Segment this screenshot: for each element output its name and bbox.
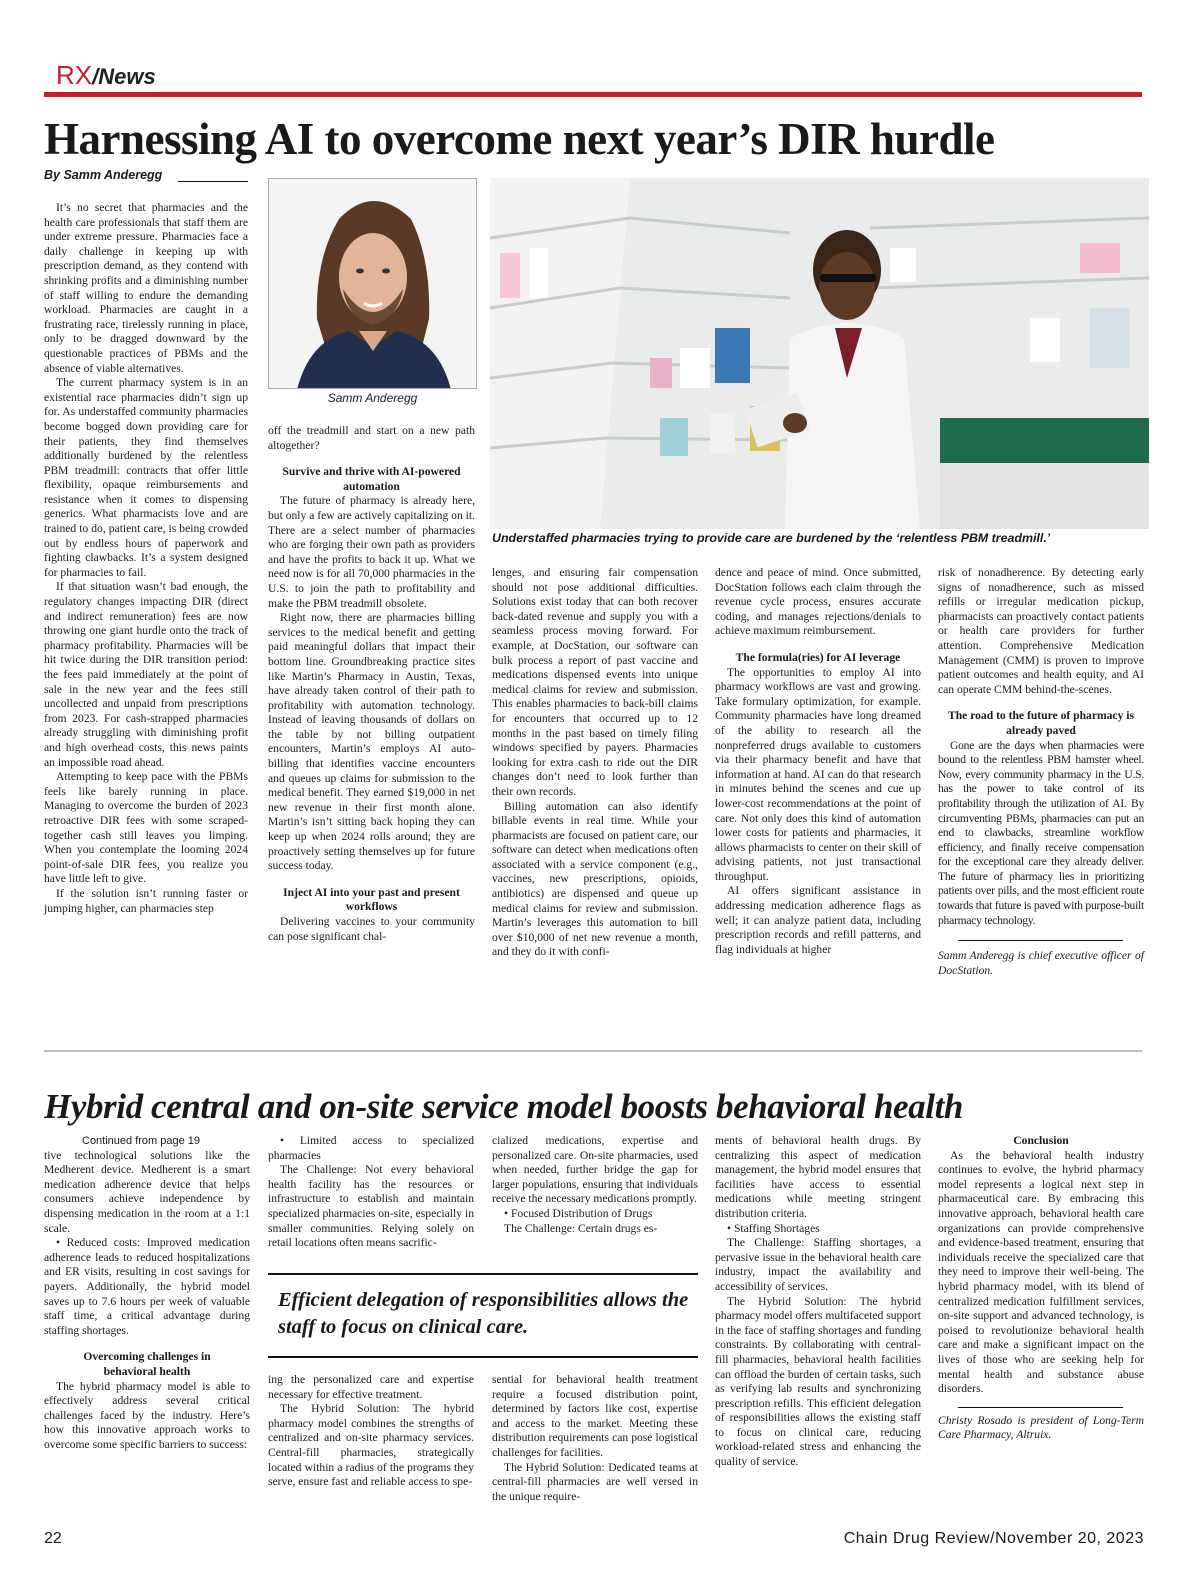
paragraph: The Hybrid Solution: The hybrid pharmacy model offers multifaceted support in the face of staffing shortages and funding constraints. By collaborating with central-fill pharmacies, behavioral health facilities can offload the burden of certain tasks, such as verifying lab results and synchronizing prescription refills. This efficient delegation of responsibilities allows the existing staff to focus on clinical care, reducing workload-related stress and enhancing the quality of service. bbox=[715, 1294, 921, 1469]
paragraph: If that situation wasn’t bad enough, the regulatory changes impacting DIR (direct and indirect remuneration) fees are now throwing one giant hurdle onto the track of pharmacy profitability. Pharmacies will be hit twice during the DIR transition period: the fees paid immediately at the point of sale in the new year and the fees still uncollected and unpaid from prescriptions from 2023. For cash-strapped pharmacies already struggling with diminishing profit and high overhead costs, this news paints an impossible road ahead. bbox=[44, 580, 248, 769]
paragraph: It’s no secret that pharmacies and the health care professionals that staff them are under extreme pressure. Pharmacies face a daily challenge in keeping up with prescription demand, as they contend with shrinking profits and a diminishing number of staff willing to endure the demanding workload. Pharmacies are caught in a frustrating race, tirelessly running in place, only to be dragged downward by the questionable practices of PBMs and the absence of viable alternatives. bbox=[44, 201, 248, 375]
article2-column-1 bbox=[44, 1134, 250, 1452]
article-divider bbox=[44, 1050, 1142, 1052]
byline-rule bbox=[178, 181, 248, 182]
subhead-overcoming: Overcoming challenges in behavioral health bbox=[83, 1350, 211, 1378]
paragraph: risk of nonadherence. By detecting early signs of nonadherence, such as missed refills or irregular medication pickup, pharmacists can proactively contact patients or health care providers for further attention. Comprehensive Medication Management (CMM) is proven to improve patient outcomes and health equity, and AI can operate CMM behind-the-scenes. bbox=[938, 566, 1144, 696]
publication-line: Chain Drug Review/November 20, 2023 bbox=[843, 1530, 1144, 1547]
paragraph: • Focused Distribution of Drugs bbox=[504, 1206, 653, 1220]
paragraph: The current pharmacy system is in an existential race pharmacies didn’t sign up for. As understaffed community pharmacies become bogged down providing care for their patients, they find themselves additionally burdened by the relentless PBM treadmill: contracts that offer little flexibility, opaque reimbursements and resistance when it comes to dispensing generics. What pharmacists love and are trained to do, patient care, is being crowded out by endless hours of paperwork and fighting clawbacks. It’s a system designed for pharmacies to fail. bbox=[44, 376, 248, 579]
paragraph: cialized medications, expertise and personalized care. On-site pharmacies, used when needed, further bridge the gap for larger populations, ensuring that individuals receive the necessary medications promptly. bbox=[492, 1134, 698, 1206]
pharmacy-photo-caption: Understaffed pharmacies trying to provide care are burdened by the ‘relentless PBM treadmill.’ bbox=[492, 531, 1051, 545]
paragraph: dence and peace of mind. Once submitted, DocStation follows each claim through the revenue cycle process, ensures accurate coding, and manages rejections/denials to achieve maximum reimbursement. bbox=[715, 566, 921, 638]
paragraph: If the solution isn’t running faster or jumping higher, can pharmacies step bbox=[44, 886, 248, 915]
article2-column-3-bottom bbox=[492, 1373, 698, 1504]
paragraph: Attempting to keep pace with the PBMs feels like barely running in place. Managing to overcome the burden of 2023 retroactive DIR fees with some scraped-together cash still leaves you limping. When you contemplate the looming 2024 point-of-sale DIR fees, you realize you have little left to give. bbox=[44, 770, 248, 886]
section-rx: RX bbox=[56, 60, 93, 90]
author-bio: Christy Rosado is president of Long-Term Care Pharmacy, Altruix. bbox=[938, 1413, 1144, 1442]
paragraph: The Challenge: Not every behavioral health facility has the resources or infrastructure to establish and maintain specialized pharmacies on-site, especially in smaller communities. Relying solely on retail locations often means sacrific- bbox=[268, 1163, 474, 1250]
article2-headline: Hybrid central and on-site service model boosts behavioral health bbox=[44, 1087, 963, 1126]
paragraph: sential for behavioral health treatment require a focused distribution point, determined by factors like cost, expertise and access to the market. Meeting these distribution requirements can pose logistical challenges for facilities. bbox=[492, 1373, 698, 1459]
paragraph: The Hybrid Solution: Dedicated teams at central-fill pharmacies are well versed in the unique require- bbox=[492, 1460, 698, 1503]
article1-column-1 bbox=[44, 201, 248, 916]
paragraph: AI offers significant assistance in addressing medication adherence flags as well; it can analyze patient data, including prescription records and refill patterns, and flag individuals at higher bbox=[715, 884, 921, 956]
article2-column-2-bottom bbox=[268, 1373, 474, 1490]
paragraph: The future of pharmacy is already here, but only a few are actively capitalizing on it. There are a select number of pharmacies who are forging their own path as providers and have the profits to back it up. What we need now is for all 70,000 pharmacies in the U.S. to join the path to profitability and make the PBM treadmill obsolete. bbox=[268, 494, 476, 610]
paragraph: • Reduced costs: Improved medication adherence leads to reduced hospitalizations and ER visits, resulting in cost savings for payers. Additionally, the hybrid model saves up to 7.6 hours per week of valuable staff time, a critical advantage during staffing shortages. bbox=[44, 1236, 250, 1337]
paragraph: The hybrid pharmacy model is able to effectively address several critical challenges faced by the industry. Here’s how this innovative approach works to overcome some specific barriers to success: bbox=[44, 1379, 250, 1451]
author-photo bbox=[268, 178, 477, 389]
pullquote-rule-bottom bbox=[268, 1356, 698, 1358]
byline: By Samm Anderegg bbox=[44, 168, 163, 182]
author-bio: Samm Anderegg is chief executive officer of DocStation. bbox=[938, 949, 1144, 977]
paragraph: The Hybrid Solution: The hybrid pharmacy model combines the strengths of centralized and on-site pharmacy services. Central-fill pharmacies, strategically located within a radius of the programs they serve, ensure fast and reliable access to spe- bbox=[268, 1402, 474, 1489]
paragraph: off the treadmill and start on a new path altogether? bbox=[268, 424, 475, 452]
paragraph: lenges, and ensuring fair compensation should not pose additional difficulties. Solutions exist today that can both recover back-dated revenue and supply you with a seamless process moving forward. For example, at DocStation, our software can bulk process a report of past vaccine and medications dispensed events into unique medical claims for review and submission. This enables pharmacies to back-bill claims for encounters that occurred up to 12 months in the past based on timely filing windows specified by payers. Pharmacies looking for extra cash to ride out the DIR changes don’t need to look further than their own records. bbox=[492, 566, 698, 798]
paragraph: Right now, there are pharmacies billing services to the medical benefit and getting paid meaningful dollars that impact their bottom line. Groundbreaking practice sites like Martin’s Pharmacy in Austin, Texas, have already taken control of their path to profitability with automation technology. Instead of leaving thousands of dollars on the table by not billing outpatient encounters, Martin’s employs AI auto-billing that identifies vaccine encounters and queues up claims for submission to the medical benefit. They earned $19,000 in net new revenue in their first month alone. Martin’s isn’t sitting back hoping they can keep up when 2024 rolls around; they are proactively setting themselves up for future success today. bbox=[268, 611, 475, 873]
article1-headline: Harnessing AI to overcome next year’s DIR hurdle bbox=[44, 114, 995, 164]
pullquote-rule-top bbox=[268, 1273, 698, 1275]
bio-rule bbox=[958, 1407, 1123, 1408]
paragraph: • Staffing Shortages bbox=[727, 1221, 820, 1235]
paragraph: • Limited access to specialized pharmacies bbox=[268, 1134, 474, 1162]
subhead-conclusion: Conclusion bbox=[1013, 1134, 1069, 1147]
article1-column-4 bbox=[715, 566, 921, 957]
author-photo-caption: Samm Anderegg bbox=[327, 391, 418, 405]
subhead-survive: Survive and thrive with AI-powered automation bbox=[282, 465, 461, 493]
pullquote: Efficient delegation of responsibilities allows the staff to focus on clinical care. bbox=[278, 1289, 689, 1338]
subhead-formula: The formula(ries) for AI leverage bbox=[735, 650, 901, 664]
paragraph: The Challenge: Certain drugs es- bbox=[504, 1221, 658, 1235]
article2-column-2-top bbox=[268, 1134, 474, 1251]
page-number: 22 bbox=[44, 1530, 62, 1547]
paragraph: As the behavioral health industry continues to evolve, the hybrid pharmacy model represents a logical next step in pharmaceutical care. By embracing this innovative approach, behavioral health care organizations can provide comprehensive and evidence-based treatment, ensuring that individuals receive the specialized care that they need to improve their well-being. The hybrid pharmacy model, with its blend of centralized medication fulfillment services, on-site support and advanced technology, is poised to revolutionize behavioral health care and make a significant impact on the lives of those who are seeking help for mental health and substance abuse disorders. bbox=[938, 1148, 1144, 1396]
header-rule bbox=[44, 92, 1142, 97]
article2-column-5 bbox=[938, 1134, 1144, 1443]
article2-column-4 bbox=[715, 1134, 921, 1470]
subhead-inject: Inject AI into your past and present workflows bbox=[283, 885, 460, 914]
article2-column-3-top bbox=[492, 1134, 698, 1236]
article1-column-3 bbox=[492, 566, 698, 960]
continued-note: Continued from page 19 bbox=[82, 1135, 201, 1147]
paragraph: ing the personalized care and expertise necessary for effective treatment. bbox=[268, 1373, 474, 1401]
paragraph: ments of behavioral health drugs. By centralizing this aspect of medication management, the hybrid model ensures that facilities have access to essential medications while meeting stringent distribution criteria. bbox=[715, 1134, 921, 1220]
bio-rule bbox=[958, 940, 1123, 941]
section-header bbox=[56, 60, 156, 94]
article1-column-2 bbox=[268, 424, 475, 944]
paragraph: Billing automation can also identify billable events in real time. While your pharmacists are focused on patient care, our software can detect when medications often associated with a service component (e.g., vaccines, new prescriptions, opioids, antibiotics) are dispensed and queue up medical claims for review and submission. Martin’s leverages this automation to bill over $10,000 of net new revenue a month, and they do it with confi- bbox=[492, 799, 698, 959]
paragraph: The Challenge: Staffing shortages, a pervasive issue in the behavioral health care industry, impact the availability and accessibility of services. bbox=[715, 1236, 921, 1293]
subhead-road: The road to the future of pharmacy is already paved bbox=[947, 709, 1135, 737]
section-news: /News bbox=[92, 64, 156, 89]
paragraph: Delivering vaccines to your community can pose significant chal- bbox=[268, 915, 475, 943]
paragraph: The opportunities to employ AI into pharmacy workflows are vast and growing. Take formulary optimization, for example. Community pharmacies have long dreamed of the ability to research all the nonpreferred drugs available to customers via their pharmacy benefit and have that information at hand. AI can do that research in minutes behind the scenes and cue up lower-cost recommendations at the point of care. Not only does this kind of automation lower costs for patients and pharmacies, it allows pharmacists to center on their skill of advising patients, not just transactional throughput. bbox=[715, 665, 921, 883]
paragraph: tive technological solutions like the Medherent device. Medherent is a smart medication adherence device that helps consumers achieve independence by dispensing medication in the room at a 1:1 scale. bbox=[44, 1148, 250, 1235]
paragraph: Gone are the days when pharmacies were bound to the relentless PBM hamster wheel. Now, every community pharmacy in the U.S. has the power to take control of its profitability through the utilization of AI. By circumventing PBMs, pharmacies can put an end to clawbacks, streamline workflow efficiency, and finally receive compensation for the exceptional care they already deliver. The future of pharmacy lies in prioritizing patients over pills, and the most efficient route towards that future is paved with purpose-built pharmacy technology. bbox=[938, 738, 1144, 927]
article1-column-5 bbox=[938, 566, 1144, 978]
pharmacy-photo bbox=[490, 178, 1149, 529]
